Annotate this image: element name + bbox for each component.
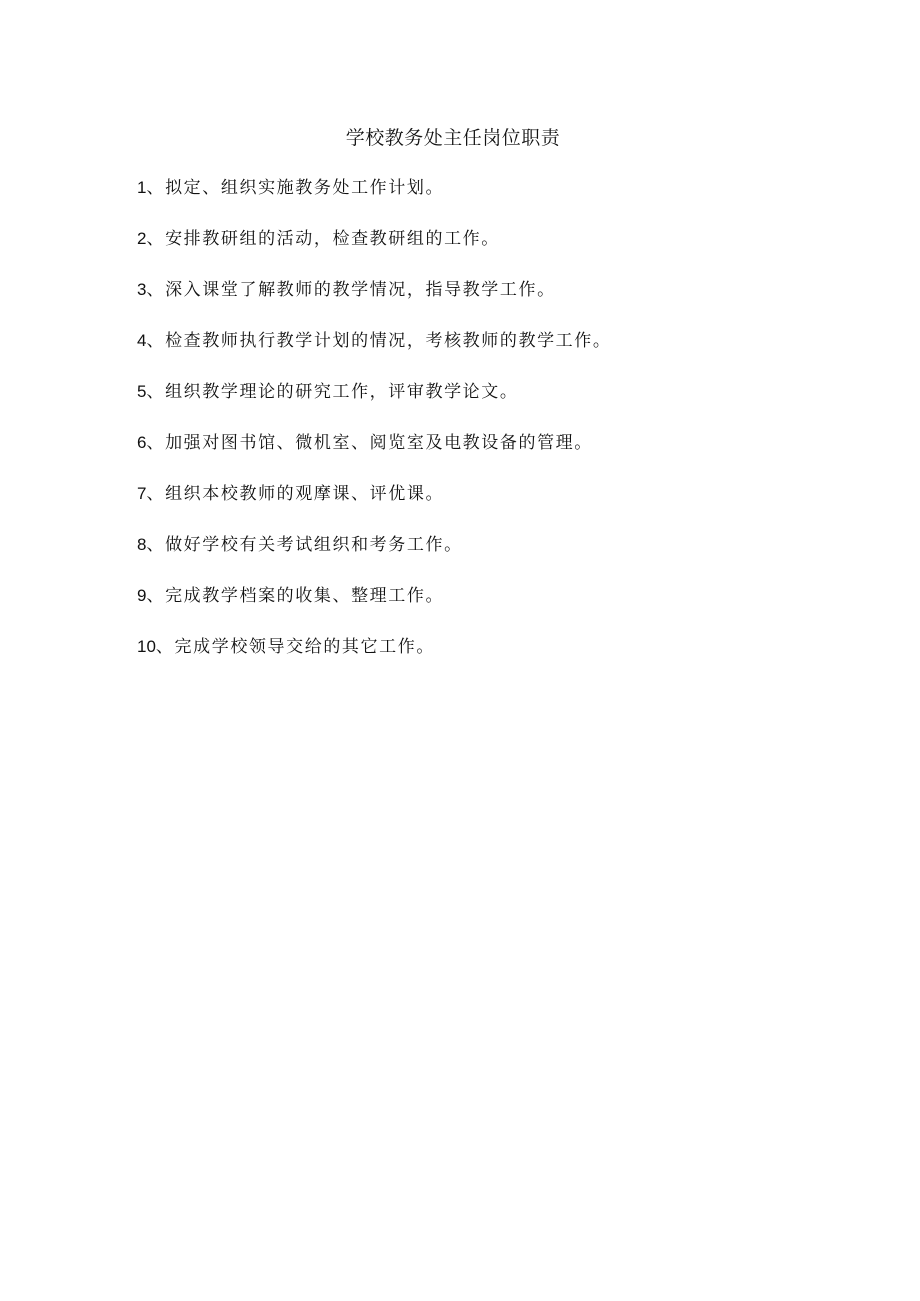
duty-item-9 xyxy=(137,582,837,633)
duty-list xyxy=(137,174,837,684)
duty-number: 3 xyxy=(137,280,147,299)
duty-text: 、组织本校教师的观摩课、评优课。 xyxy=(146,484,445,504)
duty-item-10 xyxy=(137,633,837,684)
duty-item-4 xyxy=(137,327,837,378)
duty-text: 、拟定、组织实施教务处工作计划。 xyxy=(146,178,445,198)
duty-text: 、深入课堂了解教师的教学情况，指导教学工作。 xyxy=(146,280,556,300)
duty-number: 9 xyxy=(137,586,147,605)
duty-number: 4 xyxy=(137,331,147,350)
duty-item-8 xyxy=(137,531,837,582)
duty-item-3 xyxy=(137,276,837,327)
duty-text: 、组织教学理论的研究工作，评审教学论文。 xyxy=(146,382,519,402)
duty-number: 7 xyxy=(137,484,147,503)
duty-item-1 xyxy=(137,174,837,225)
duty-number: 8 xyxy=(137,535,147,554)
duty-item-6 xyxy=(137,429,837,480)
duty-number: 1 xyxy=(137,178,147,197)
duty-text: 、完成教学档案的收集、整理工作。 xyxy=(146,586,445,606)
duty-text: 、做好学校有关考试组织和考务工作。 xyxy=(146,535,463,555)
duty-text: 、完成学校领导交给的其它工作。 xyxy=(155,637,435,657)
duty-item-2 xyxy=(137,225,837,276)
duty-item-7 xyxy=(137,480,837,531)
duty-text: 、加强对图书馆、微机室、阅览室及电教设备的管理。 xyxy=(146,433,593,453)
duty-number: 10 xyxy=(137,637,156,656)
duty-number: 5 xyxy=(137,382,147,401)
duty-number: 2 xyxy=(137,229,147,248)
document-title: 学校教务处主任岗位职责 xyxy=(345,127,561,149)
duty-text: 、安排教研组的活动，检查教研组的工作。 xyxy=(146,229,500,249)
duty-text: 、检查教师执行教学计划的情况，考核教师的教学工作。 xyxy=(146,331,612,351)
duty-item-5 xyxy=(137,378,837,429)
duty-number: 6 xyxy=(137,433,147,452)
